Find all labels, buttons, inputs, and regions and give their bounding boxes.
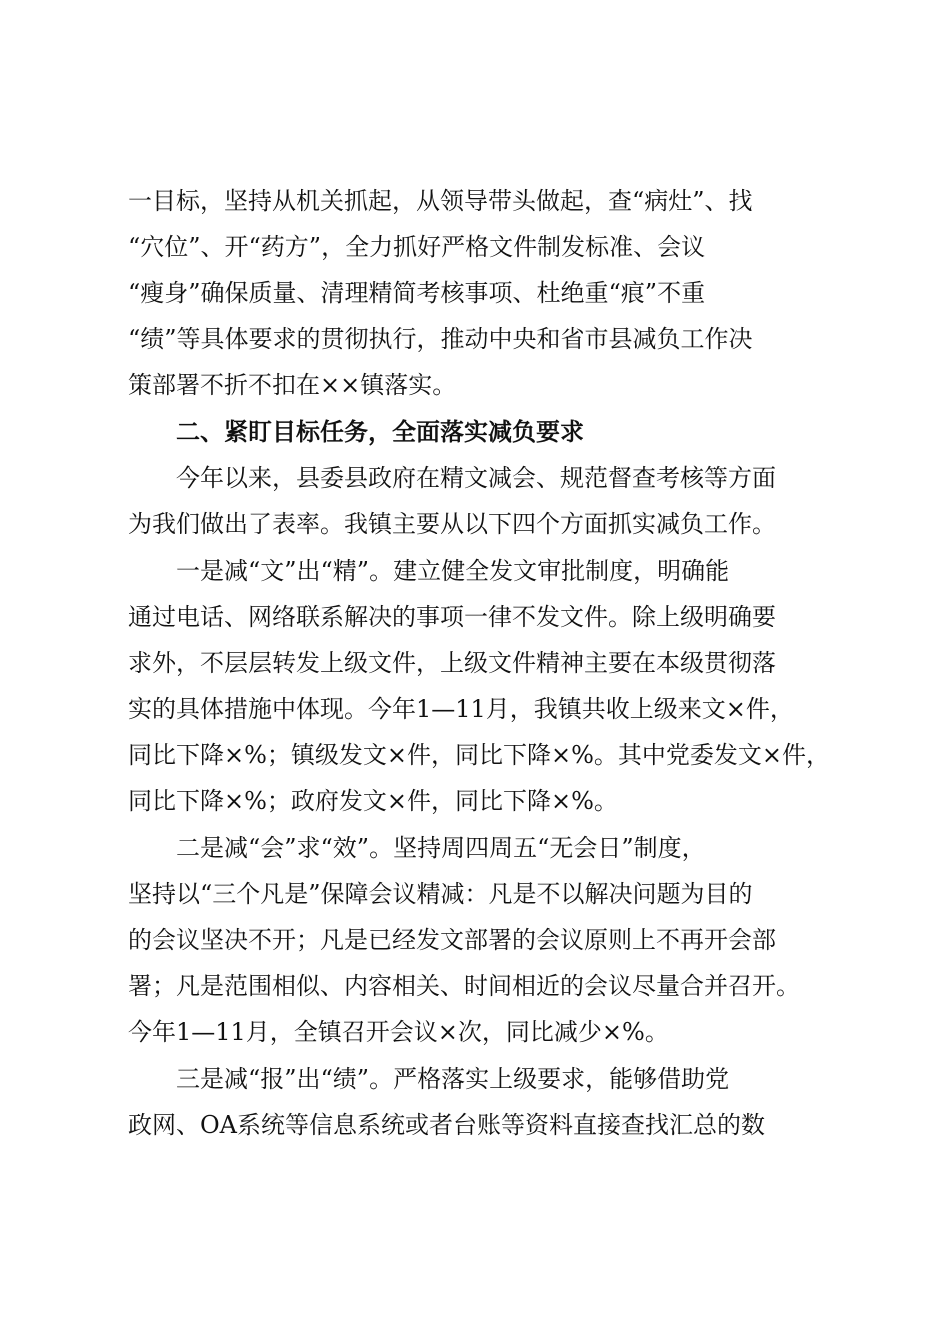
text-line: 坚持以“三个凡是”保障会议精减：凡是不以解决问题为目的 — [128, 880, 753, 908]
text-line: 通过电话、网络联系解决的事项一律不发文件。除上级明确要 — [128, 603, 776, 631]
text-line: 的会议坚决不开；凡是已经发文部署的会议原则上不再开会部 — [128, 926, 776, 954]
text-line: 今年以来，县委县政府在精文减会、规范督查考核等方面 — [176, 464, 776, 492]
text-line: 为我们做出了表率。我镇主要从以下四个方面抓实减负工作。 — [128, 510, 776, 538]
text-line: “瘦身”确保质量、清理精简考核事项、杜绝重“痕”不重 — [128, 279, 706, 307]
text-line: 一是减“文”出“精”。建立健全发文审批制度，明确能 — [176, 557, 730, 585]
text-line: 署；凡是范围相似、内容相关、时间相近的会议尽量合并召开。 — [128, 972, 800, 1000]
text-line: 同比下降×%；政府发文×件，同比下降×%。 — [128, 787, 618, 815]
text-line: 实的具体措施中体现。今年1—11月，我镇共收上级来文×件， — [128, 695, 794, 723]
text-line: 同比下降×%；镇级发文×件，同比下降×%。其中党委发文×件， — [128, 741, 831, 769]
text-line: 三是减“报”出“绩”。严格落实上级要求，能够借助党 — [176, 1065, 730, 1093]
text-line: 二是减“会”求“效”。坚持周四周五“无会日”制度， — [176, 834, 706, 862]
text-line: 策部署不折不扣在××镇落实。 — [128, 371, 457, 399]
text-line: 一目标，坚持从机关抓起，从领导带头做起，查“病灶”、找 — [128, 187, 753, 215]
section-heading: 二、紧盯目标任务，全面落实减负要求 — [176, 418, 584, 446]
text-line: 政网、OA系统等信息系统或者台账等资料直接查找汇总的数 — [128, 1111, 766, 1139]
text-line: “穴位”、开“药方”，全力抓好严格文件制发标准、会议 — [128, 233, 706, 261]
text-line: 求外，不层层转发上级文件，上级文件精神主要在本级贯彻落 — [128, 649, 776, 677]
text-line: 今年1—11月，全镇召开会议×次，同比减少×%。 — [128, 1018, 669, 1046]
text-line: “绩”等具体要求的贯彻执行，推动中央和省市县减负工作决 — [128, 325, 753, 353]
